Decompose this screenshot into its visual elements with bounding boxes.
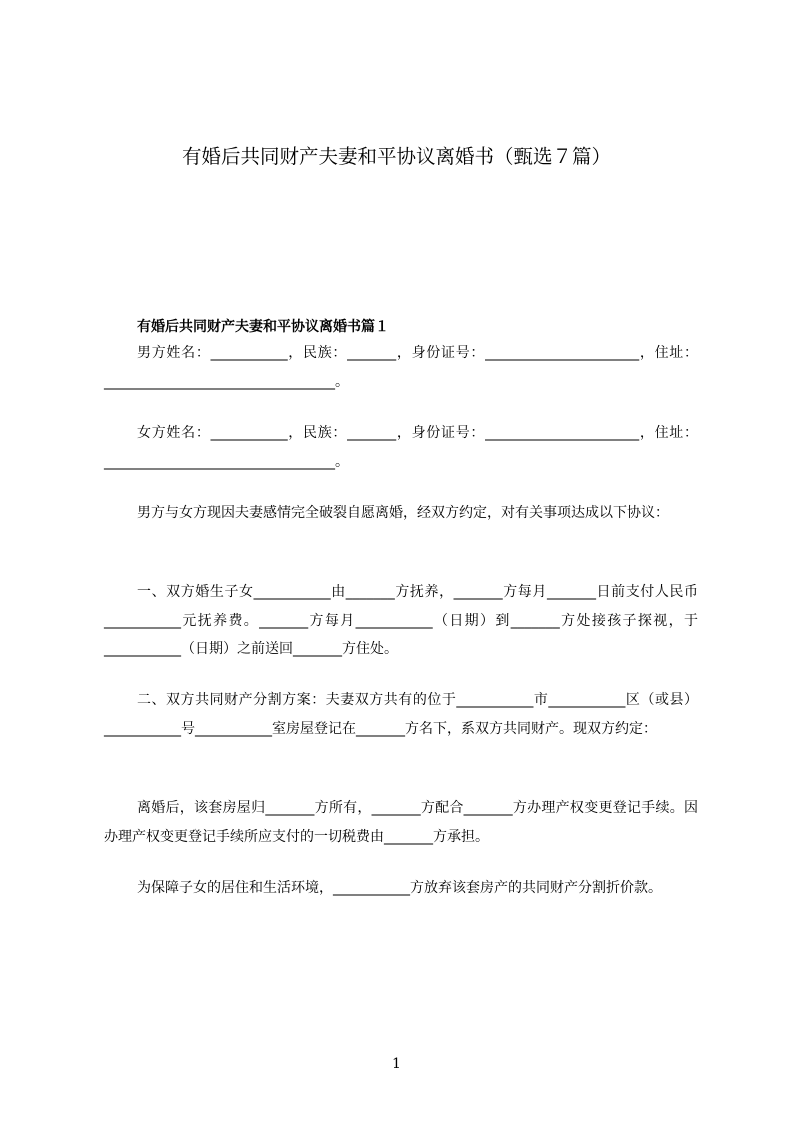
paragraph-property-division: 二、双方共同财产分割方案：夫妻双方共有的位于___________市___________区（或县）___________号___________室房屋登记在_______方名下，系双方共同财产。现双方约定： — [104, 692, 698, 737]
section-heading: 有婚后共同财产夫妻和平协议离婚书篇１ — [137, 319, 389, 335]
paragraph-female-party-info: 女方姓名：___________，民族：_______，身份证号：______________________，住址：_________________________________。 — [104, 425, 698, 470]
paragraph-waiver: 为保障子女的居住和生活环境，___________方放弃该套房产的共同财产分割折价款。 — [137, 880, 662, 896]
page-number: 1 — [392, 1056, 401, 1072]
document-title: 有婚后共同财产夫妻和平协议离婚书（甄选７篇） — [181, 145, 611, 168]
paragraph-agreement-intro: 男方与女方现因夫妻感情完全破裂自愿离婚，经双方约定，对有关事项达成以下协议： — [137, 505, 669, 521]
paragraph-male-party-info: 男方姓名：___________，民族：_______，身份证号：______________________，住址：_________________________________。 — [104, 345, 698, 390]
paragraph-child-custody: 一、双方婚生子女___________由_______方抚养，_______方每月_______日前支付人民币___________元抚养费。_______方每月___________（日期）到_______方处接孩子探视，于___________（日期）之前送回_______方住处。 — [104, 584, 698, 657]
paragraph-house-ownership: 离婚后，该套房屋归_______方所有，_______方配合_______方办理产权变更登记手续。因办理产权变更登记手续所应支付的一切税费由_______方承担。 — [104, 800, 698, 845]
